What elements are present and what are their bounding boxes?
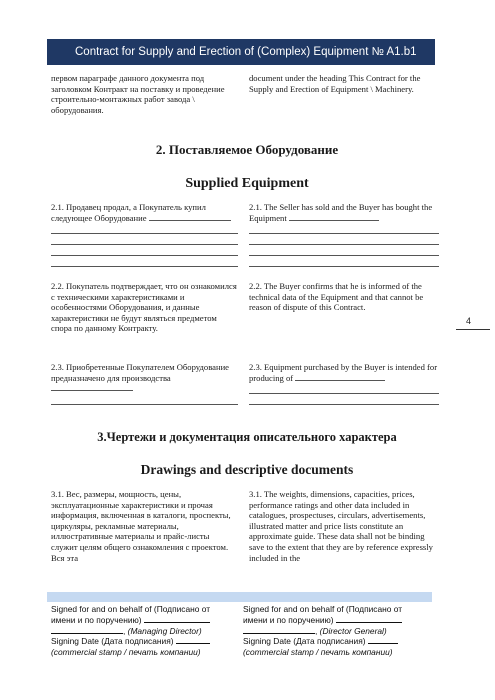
commercial-stamp-label: (commercial stamp / печать компании) <box>51 647 201 658</box>
section-2-title-ru: 2. Поставляемое Оборудование <box>155 142 339 157</box>
fill-in-line <box>289 213 379 221</box>
clause-2-3-ru-text: 2.3. Приобретенные Покупателем Оборудование предназначено для производства <box>51 362 229 383</box>
fill-in-line <box>51 396 238 405</box>
signing-date-label: Signing Date (Дата подписания) <box>243 636 366 647</box>
fill-in-line <box>51 225 238 234</box>
clause-2-2-en: 2.2. The Buyer confirms that he is informed of the technical data of the Equipment and that cannot be reason of dispute of this Contract. <box>249 281 424 313</box>
fill-in-line <box>249 236 439 245</box>
fill-in-line <box>51 383 133 391</box>
fill-in-line <box>149 213 231 221</box>
clause-3-1-en: 3.1. The weights, dimensions, capacities, prices, performance ratings and other data included in catalogues, prospectuses, circulars, advertisements, illustrated matter and price lists constitute an approximate guide. These data shall not be binding save to the extent that they are by reference expressly included in the <box>249 489 433 563</box>
signature-label: Signed for and on behalf of (Подписано от <box>51 604 211 614</box>
clause-2-3-en-text: 2.3. Equipment purchased by the Buyer is intended for producing of <box>249 362 438 383</box>
fill-in-line <box>249 225 439 234</box>
signing-date-label: Signing Date (Дата подписания) <box>51 636 174 647</box>
intro-ru: первом параграфе данного документа под заголовком Контракт на поставку и проведение строительно-монтажных работ завода \ оборудования. <box>51 73 225 115</box>
page-number-rule <box>456 329 490 330</box>
commercial-stamp-label: (commercial stamp / печать компании) <box>243 647 393 658</box>
document-title: Contract for Supply and Erection of (Complex) Equipment № A1.b1 <box>75 46 417 58</box>
page-number: 4 <box>466 316 472 326</box>
fill-in-line <box>249 258 439 267</box>
signature-name-line <box>51 626 123 634</box>
fill-in-line <box>249 385 439 394</box>
intro-en: document under the heading This Contract for the Supply and Erection of Equipment \ Machinery. <box>249 73 421 94</box>
fill-in-line <box>295 373 385 381</box>
signature-label-cont: имени и по поручению) <box>51 614 142 625</box>
signature-block-buyer: Signed for and on behalf of (Подписано от имени и по поручению) , (Director General) Signing Date (Дата подписания) (commercial stamp / печать компании) <box>243 604 433 658</box>
signature-role: (Managing Director) <box>127 625 202 636</box>
document-header <box>47 39 435 65</box>
signature-divider-bar <box>47 592 432 602</box>
section-3-title-ru: 3.Чертежи и документация описательного характера <box>97 430 397 444</box>
section-2-title-en: Supplied Equipment <box>185 176 309 191</box>
signature-name-line <box>243 626 315 634</box>
fill-in-line <box>51 236 238 245</box>
fill-in-line <box>51 258 238 267</box>
fill-in-line <box>249 396 439 405</box>
signature-line <box>144 615 210 623</box>
clause-2-1-ru <box>51 202 238 267</box>
fill-in-line <box>249 247 439 256</box>
clause-2-1-en <box>249 202 439 267</box>
clause-2-1-en-text: 2.1. The Seller has sold and the Buyer has bought the Equipment <box>249 202 433 223</box>
signature-label-cont: имени и по поручению) <box>243 614 334 625</box>
clause-2-3-en <box>249 362 439 405</box>
clause-2-1-ru-text: 2.1. Продавец продал, а Покупатель купил следующее Оборудование <box>51 202 206 223</box>
clause-2-3-ru <box>51 362 238 405</box>
signature-block-seller: Signed for and on behalf of (Подписано от имени и по поручению) , (Managing Director) Signing Date (Дата подписания) (commercial stamp / печать компании) <box>51 604 241 658</box>
signing-date-line <box>176 636 210 644</box>
signature-role: (Director General) <box>319 625 387 636</box>
clause-2-2-ru: 2.2. Покупатель подтверждает, что он ознакомился с техническими характеристиками и особенностями Оборудования, и данные характеристики не будут являться предметом спора по данному Контракту. <box>51 281 237 334</box>
fill-in-line <box>51 247 238 256</box>
signature-label: Signed for and on behalf of (Подписано от <box>243 604 403 614</box>
section-3-title-en: Drawings and descriptive documents <box>140 462 354 477</box>
clause-3-1-ru: 3.1. Вес, размеры, мощность, цены, эксплуатационные характеристики и прочая информация, включенная в каталоги, проспекты, циркуляры, рекламные материалы, иллюстративные материалы и прайс-листы служит целям общего ознакомления с проектом. Вся эта <box>51 489 231 563</box>
signature-line <box>336 615 402 623</box>
signing-date-line <box>368 636 398 644</box>
